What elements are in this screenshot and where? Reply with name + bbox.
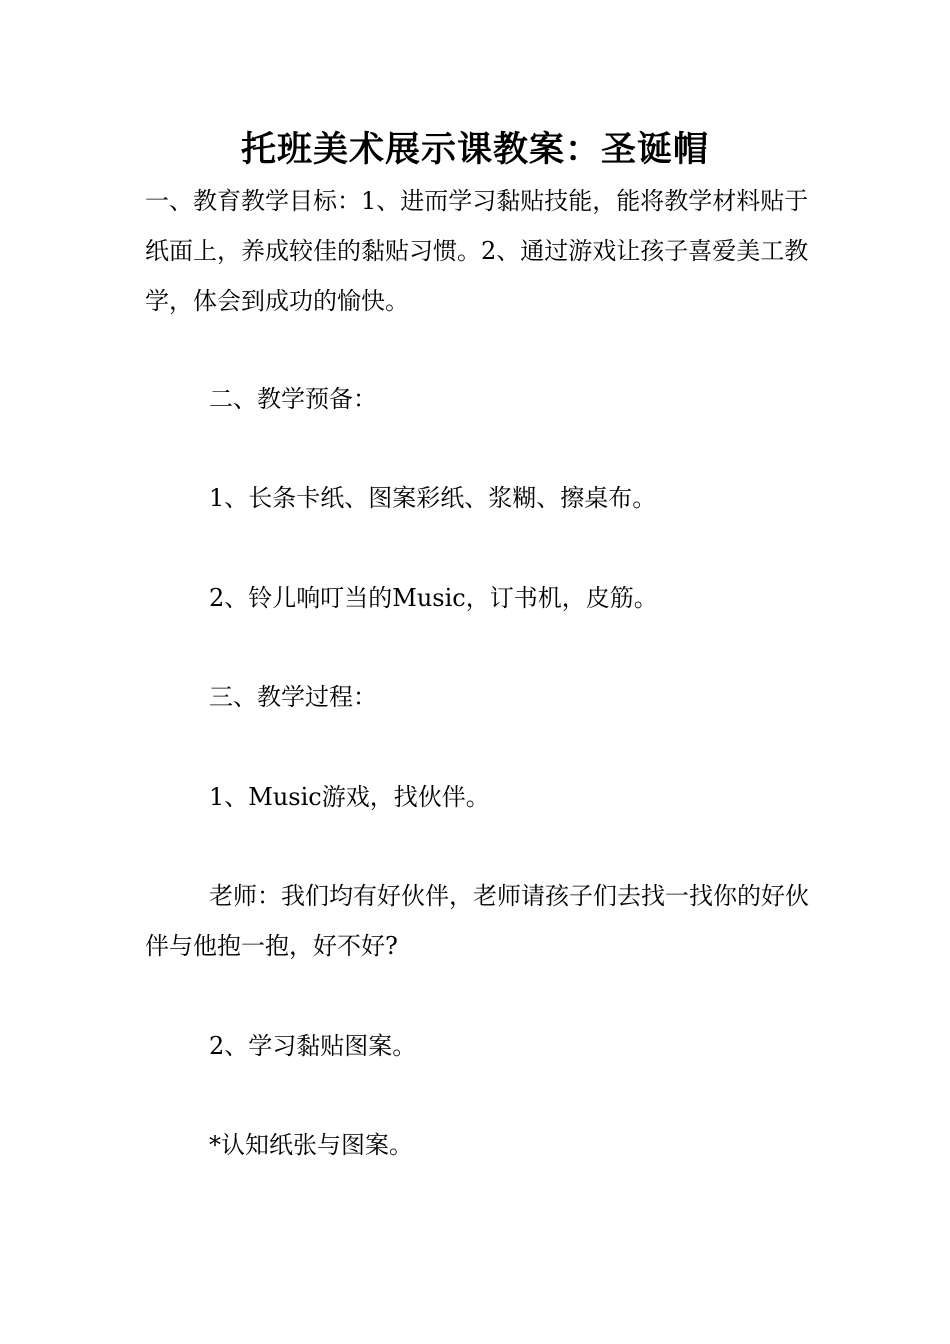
paragraph-preparation-heading: 二、教学预备： <box>209 385 377 413</box>
paragraph-step-1: 1、Music游戏，找伙伴。 <box>209 783 490 811</box>
paragraph-materials-2: 2、铃儿响叮当的Music，订书机，皮筋。 <box>209 584 658 612</box>
document-title: 托班美术展示课教案：圣诞帽 <box>240 130 709 170</box>
paragraph-recognize-paper: *认知纸张与图案。 <box>209 1131 413 1159</box>
paragraph-materials-1: 1、长条卡纸、图案彩纸、浆糊、擦桌布。 <box>209 484 657 512</box>
paragraph-process-heading: 三、教学过程： <box>209 683 377 711</box>
paragraph-teacher-dialogue: 老师：我们均有好伙伴，老师请孩子们去找一找你的好伙伴与他抱一抱，好不好? <box>145 882 809 960</box>
paragraph-step-2: 2、学习黏贴图案。 <box>209 1032 417 1060</box>
paragraph-objectives: 一、教育教学目标：1、进而学习黏贴技能，能将教学材料贴于纸面上，养成较佳的黏贴习惯。2、通过游戏让孩子喜爱美工教学，体会到成功的愉快。 <box>145 187 809 315</box>
